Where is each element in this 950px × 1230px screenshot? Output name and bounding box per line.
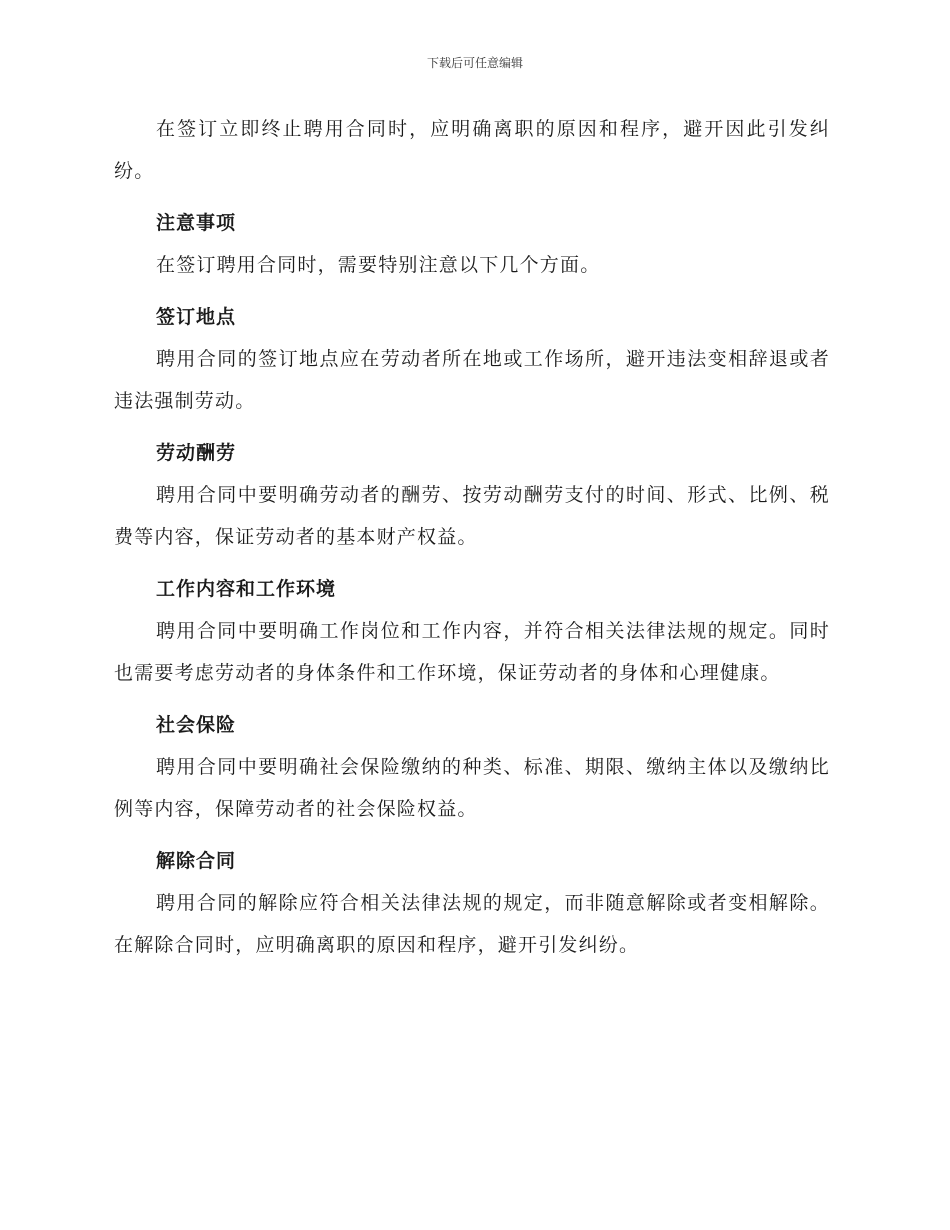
heading-contract-termination: 解除合同: [156, 850, 237, 872]
page-header: 下载后可任意编辑: [426, 56, 523, 70]
paragraph-social-insurance: 聘用合同中要明确社会保险缴纳的种类、标准、期限、缴纳主体以及缴纳比例等内容，保障劳动者的社会保险权益。: [114, 756, 830, 820]
paragraph-remuneration: 聘用合同中要明确劳动者的酬劳、按劳动酬劳支付的时间、形式、比例、税费等内容，保证劳动者的基本财产权益。: [114, 484, 830, 548]
paragraph-contract-termination: 聘用合同的解除应符合相关法律法规的规定，而非随意解除或者变相解除。在解除合同时，应明确离职的原因和程序，避开引发纠纷。: [114, 892, 830, 956]
heading-work-content: 工作内容和工作环境: [156, 578, 337, 600]
paragraph-signing-location: 聘用合同的签订地点应在劳动者所在地或工作场所，避开违法变相辞退或者违法强制劳动。: [114, 348, 830, 412]
heading-precautions: 注意事项: [156, 212, 237, 234]
heading-social-insurance: 社会保险: [156, 714, 237, 736]
paragraph-work-content: 聘用合同中要明确工作岗位和工作内容，并符合相关法律法规的规定。同时也需要考虑劳动者的身体条件和工作环境，保证劳动者的身体和心理健康。: [114, 620, 830, 684]
paragraph-termination-note: 在签订立即终止聘用合同时，应明确离职的原因和程序，避开因此引发纠纷。: [114, 118, 830, 182]
heading-remuneration: 劳动酬劳: [156, 442, 237, 464]
heading-signing-location: 签订地点: [156, 306, 237, 328]
document-body: [114, 108, 830, 966]
paragraph-precautions: 在签订聘用合同时，需要特别注意以下几个方面。: [156, 254, 601, 276]
